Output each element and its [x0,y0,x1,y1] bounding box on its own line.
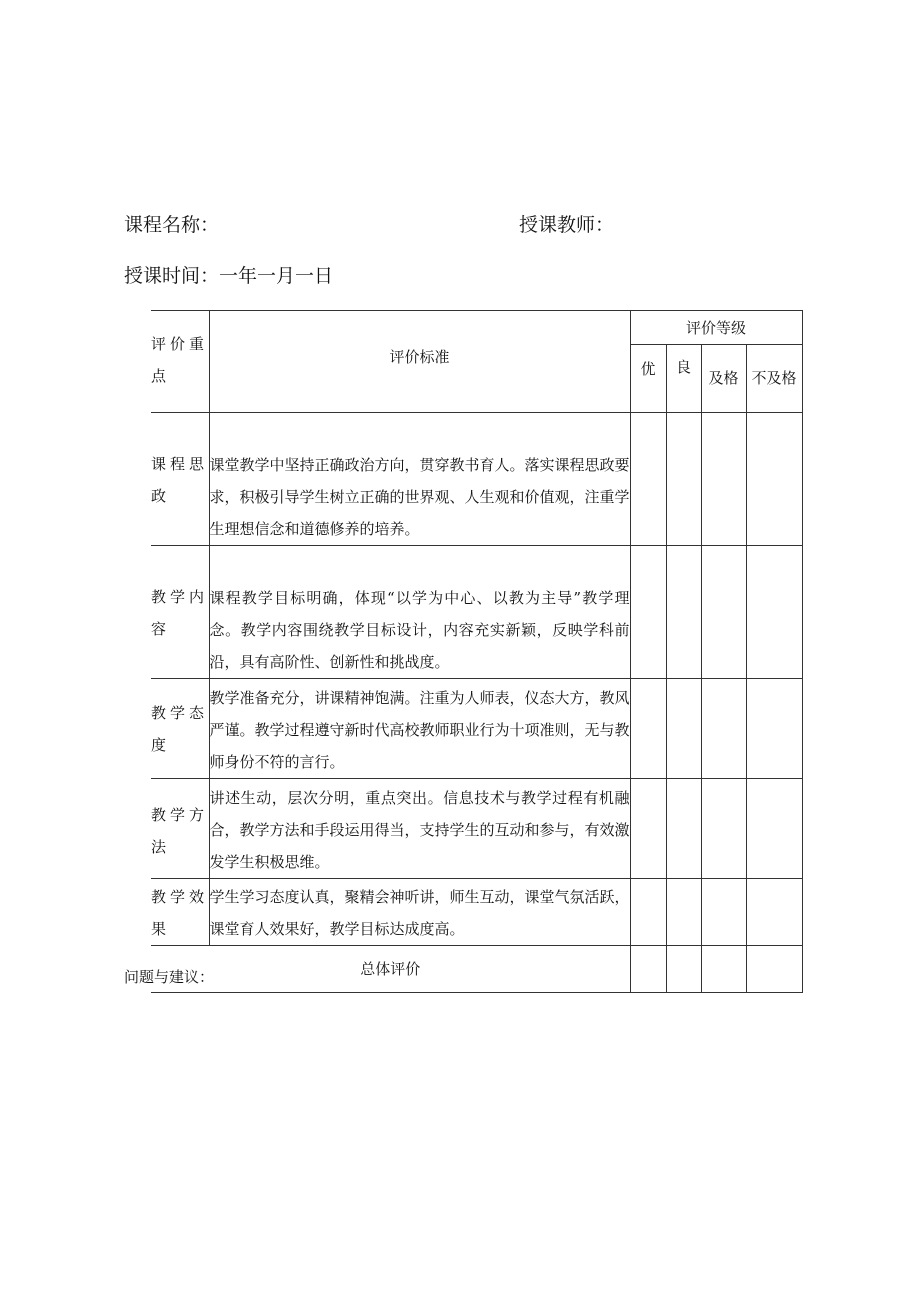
grade-checkbox-excellent[interactable] [630,879,666,946]
standard-cell: 课堂教学中坚持正确政治方向，贯穿教书育人。落实课程思政要求，积极引导学生树立正确的世界观、人生观和价值观，注重学生理想信念和道德修养的培养。 [209,413,630,546]
standard-cell: 课程教学目标明确，体现“以学为中心、以教为主导”教学理念。教学内容围绕教学目标设计，内容充实新颖，反映学科前沿，具有高阶性、创新性和挑战度。 [209,546,630,679]
evaluation-table [151,310,803,993]
grade-excellent: 优 [630,345,666,413]
grade-checkbox-fail[interactable] [746,679,802,779]
overall-checkbox-fail[interactable] [746,946,802,993]
grade-checkbox-pass[interactable] [701,779,746,879]
focus-header: 评价重点 [151,311,209,413]
grade-good: 良 [666,345,701,413]
grade-checkbox-good[interactable] [666,779,701,879]
grade-checkbox-fail[interactable] [746,879,802,946]
focus-cell: 教学内容 [151,546,209,679]
overall-label: 总体评价 [151,946,630,993]
grade-checkbox-good[interactable] [666,413,701,546]
grade-header: 评价等级 [630,311,802,345]
grade-checkbox-good[interactable] [666,546,701,679]
grade-checkbox-excellent[interactable] [630,779,666,879]
overall-checkbox-excellent[interactable] [630,946,666,993]
grade-checkbox-good[interactable] [666,879,701,946]
grade-pass: 及格 [701,345,746,413]
overall-checkbox-good[interactable] [666,946,701,993]
grade-checkbox-fail[interactable] [746,413,802,546]
grade-checkbox-pass[interactable] [701,879,746,946]
table-row [151,779,802,879]
table-row [151,879,802,946]
course-name-label: 课程名称： [124,214,220,236]
table-row [151,546,802,679]
teaching-time-line: 授课时间：一年一月一日 [124,265,334,287]
grade-checkbox-excellent[interactable] [630,679,666,779]
grade-fail: 不及格 [746,345,802,413]
overall-row [151,946,802,993]
grade-checkbox-pass[interactable] [701,679,746,779]
grade-checkbox-pass[interactable] [701,413,746,546]
grade-checkbox-fail[interactable] [746,779,802,879]
grade-checkbox-pass[interactable] [701,546,746,679]
grade-checkbox-excellent[interactable] [630,413,666,546]
standard-cell: 讲述生动，层次分明，重点突出。信息技术与教学过程有机融合，教学方法和手段运用得当，支持学生的互动和参与，有效激发学生积极思维。 [209,779,630,879]
problems-suggestions-label: 问题与建议： [124,968,215,986]
table-header-row [151,311,802,345]
focus-cell: 课程思政 [151,413,209,546]
grade-checkbox-good[interactable] [666,679,701,779]
standard-cell: 学生学习态度认真，聚精会神听讲，师生互动，课堂气氛活跃，课堂育人效果好，教学目标达成度高。 [209,879,630,946]
grade-checkbox-excellent[interactable] [630,546,666,679]
focus-cell: 教学效果 [151,879,209,946]
teacher-name-label: 授课教师： [519,214,615,236]
table-row [151,413,802,546]
overall-checkbox-pass[interactable] [701,946,746,993]
standard-cell: 教学准备充分，讲课精神饱满。注重为人师表，仪态大方，教风严谨。教学过程遵守新时代高校教师职业行为十项准则，无与教师身份不符的言行。 [209,679,630,779]
table-row [151,679,802,779]
standard-header: 评价标准 [209,311,630,413]
grade-checkbox-fail[interactable] [746,546,802,679]
focus-cell: 教学态度 [151,679,209,779]
focus-cell: 教学方法 [151,779,209,879]
